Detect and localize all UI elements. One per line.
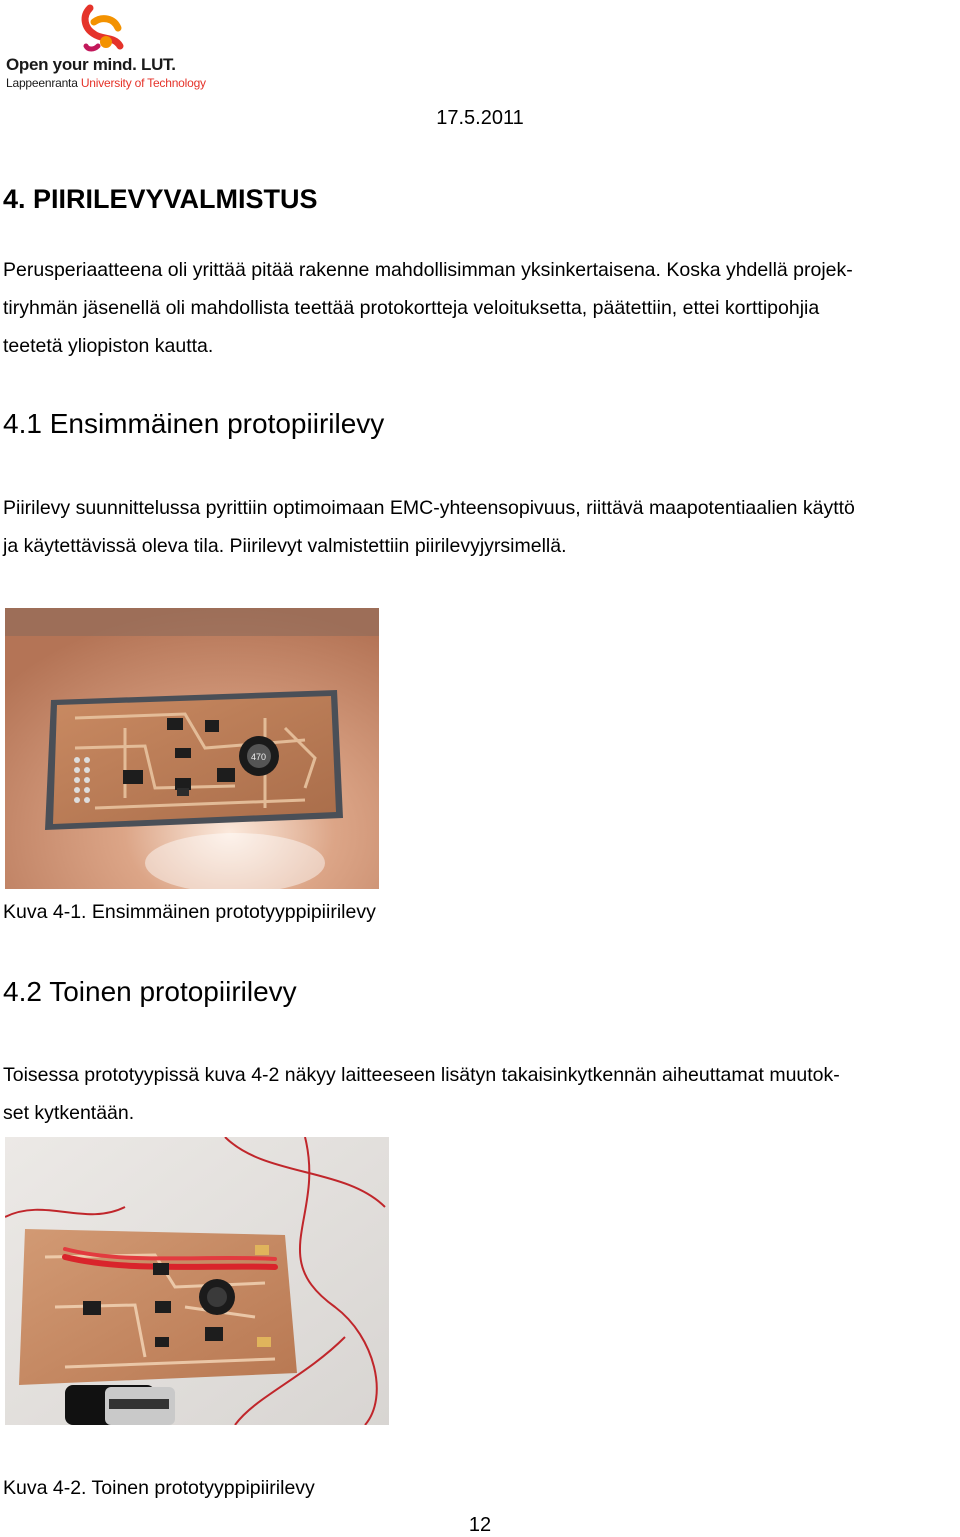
section-4-1-paragraph <box>3 489 958 565</box>
logo-tagline: Open your mind. LUT. <box>6 55 176 74</box>
inductor-label: 470 <box>251 752 267 762</box>
document-date: 17.5.2011 <box>436 107 524 129</box>
section-4-heading: 4. PIIRILEVYVALMISTUS <box>3 184 318 214</box>
section-4-2-heading: 4.2 Toinen protopiirilevy <box>3 976 297 1007</box>
section-4-2-paragraph <box>3 1056 958 1132</box>
page-number: 12 <box>468 1514 492 1536</box>
paragraph-line: set kytkentään. <box>3 1102 135 1124</box>
paragraph-line: Toisessa prototyypissä kuva 4-2 näkyy laitteeseen lisätyn takaisinkytkennän aiheuttamat muutok- <box>3 1064 840 1086</box>
paragraph-line: teetetä yliopiston kautta. <box>3 335 214 357</box>
figure-4-2-caption: Kuva 4-2. Toinen prototyyppipiirilevy <box>3 1477 315 1499</box>
figure-4-1-photo <box>5 608 379 889</box>
logo-university-city: Lappeenranta <box>6 76 81 90</box>
figure-4-1-caption: Kuva 4-1. Ensimmäinen prototyyppipiirilevy <box>3 901 376 923</box>
logo-university <box>6 76 206 90</box>
paragraph-line: ja käytettävissä oleva tila. Piirilevyt valmistettiin piirilevyjyrsimellä. <box>3 535 567 557</box>
figure-4-2-photo <box>5 1137 389 1425</box>
paragraph-line: Perusperiaatteena oli yrittää pitää rakenne mahdollisimman yksinkertaisena. Koska yhdellä projek- <box>3 259 853 281</box>
lut-logo-mark <box>2 2 142 58</box>
section-4-1-heading: 4.1 Ensimmäinen protopiirilevy <box>3 408 385 439</box>
section-4-paragraph <box>3 251 958 365</box>
logo-university-name: University of Technology <box>80 76 206 90</box>
paragraph-line: tiryhmän jäsenellä oli mahdollista teettää protokortteja veloituksetta, päätettiin, ettei korttipohjia <box>3 297 820 319</box>
paragraph-line: Piirilevy suunnittelussa pyrittiin optimoimaan EMC-yhteensopivuus, riittävä maapotentiaalien käyttö <box>3 497 855 519</box>
